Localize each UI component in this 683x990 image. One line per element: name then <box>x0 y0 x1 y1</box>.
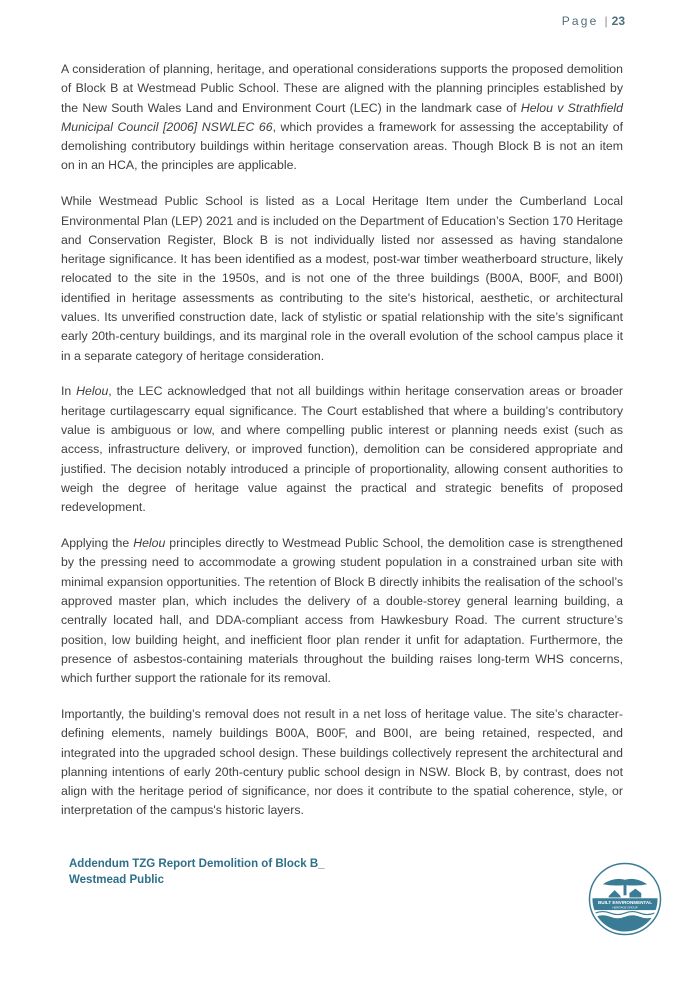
document-body <box>61 60 623 837</box>
footer-title-line-2: Westmead Public <box>69 874 165 886</box>
paragraph-3 <box>61 382 623 517</box>
page-separator: | <box>604 14 608 28</box>
footer-title <box>69 856 325 888</box>
heritage-group-logo <box>588 862 662 936</box>
paragraph-4-text-a: Applying the <box>61 536 134 551</box>
paragraph-3-text-b: , the LEC acknowledged that not all buildings within heritage conservation areas or broader heritage curtilagescarry equal significance. The Court established that where a building’s contributory value is ambiguous or low, and where compelling public interest or planning needs exist (such as access, infrastructure delivery, or improved function), demolition can be considered appropriate and justified. The decision notably introduced a principle of proportionality, allowing consent authorities to weigh the degree of heritage value against the practical and strategic benefits of proposed redevelopment. <box>61 384 623 515</box>
page-header <box>562 14 625 28</box>
paragraph-4 <box>61 534 623 688</box>
paragraph-5: Importantly, the building’s removal does not result in a net loss of heritage value. The site’s character-defining elements, namely buildings B00A, B00F, and B00I, are being retained, respected, and integrated into the upgraded school design. These buildings collectively represent the architectural and planning intentions of early 20th-century public school design in NSW. Block B, by contrast, does not align with the heritage period of significance, nor does it contribute to the spatial coherence, style, or interpretation of the campus's historic layers. <box>61 706 623 818</box>
paragraph-4-text-b: principles directly to Westmead Public School, the demolition case is strengthened by the pressing need to accommodate a growing student population in a constrained urban site with minimal expansion opportunities. The retention of Block B directly inhibits the realisation of the school’s approved master plan, which includes the delivery of a double-storey general learning building, a centrally located hall, and DDA-compliant access from Hawkesbury Road. The current structure’s position, low building height, and inefficient floor plan render it unfit for adaptation. Furthermore, the presence of asbestos-containing materials throughout the building raises long-term WHS concerns, which further support the rationale for its removal. <box>61 536 623 686</box>
case-name-italic: Helou <box>133 536 166 551</box>
paragraph-1 <box>61 60 623 176</box>
paragraph-1-text-b: , which provides a framework for assessing the acceptability of demolishing contributory buildings within heritage conservation areas. Though Block B is not an item on in an HCA, the principles are applicable. <box>61 119 623 173</box>
footer-title-line-1: Addendum TZG Report Demolition of Block B_ <box>69 858 325 870</box>
logo-text-sub: HERITAGE GROUP <box>612 905 638 910</box>
page-number: 23 <box>611 14 625 28</box>
paragraph-1-text-a: A consideration of planning, heritage, and operational considerations supports the proposed demolition of Block B at Westmead Public School. These are aligned with the planning principles established by the New South Wales Land and Environment Court (LEC) in the landmark case of <box>61 62 623 115</box>
logo-text-main: BUILT ENVIRONMENTAL <box>597 899 653 905</box>
case-name-italic: Helou <box>76 384 109 399</box>
page-word: Page <box>561 14 599 28</box>
paragraph-2: While Westmead Public School is listed as a Local Heritage Item under the Cumberland Local Environmental Plan (LEP) 2021 and is included on the Department of Education’s Section 170 Heritage and Conservation Register, Block B is not individually listed nor assessed as having standalone heritage significance. It has been identified as a modest, post-war timber weatherboard structure, likely relocated to the site in the 1950s, and is not one of the three buildings (B00A, B00F, and B00I) identified in heritage assessments as contributing to the site's historical, aesthetic, or architectural values. Its unverified construction date, lack of stylistic or spatial relationship with the site’s significant early 20th-century buildings, and its marginal role in the overall evolution of the school campus place it in a separate category of heritage consideration. <box>61 194 623 363</box>
case-citation: Helou v Strathfield Municipal Council [2006] NSWLEC 66 <box>61 100 623 134</box>
paragraph-3-text-a: In <box>61 384 77 399</box>
